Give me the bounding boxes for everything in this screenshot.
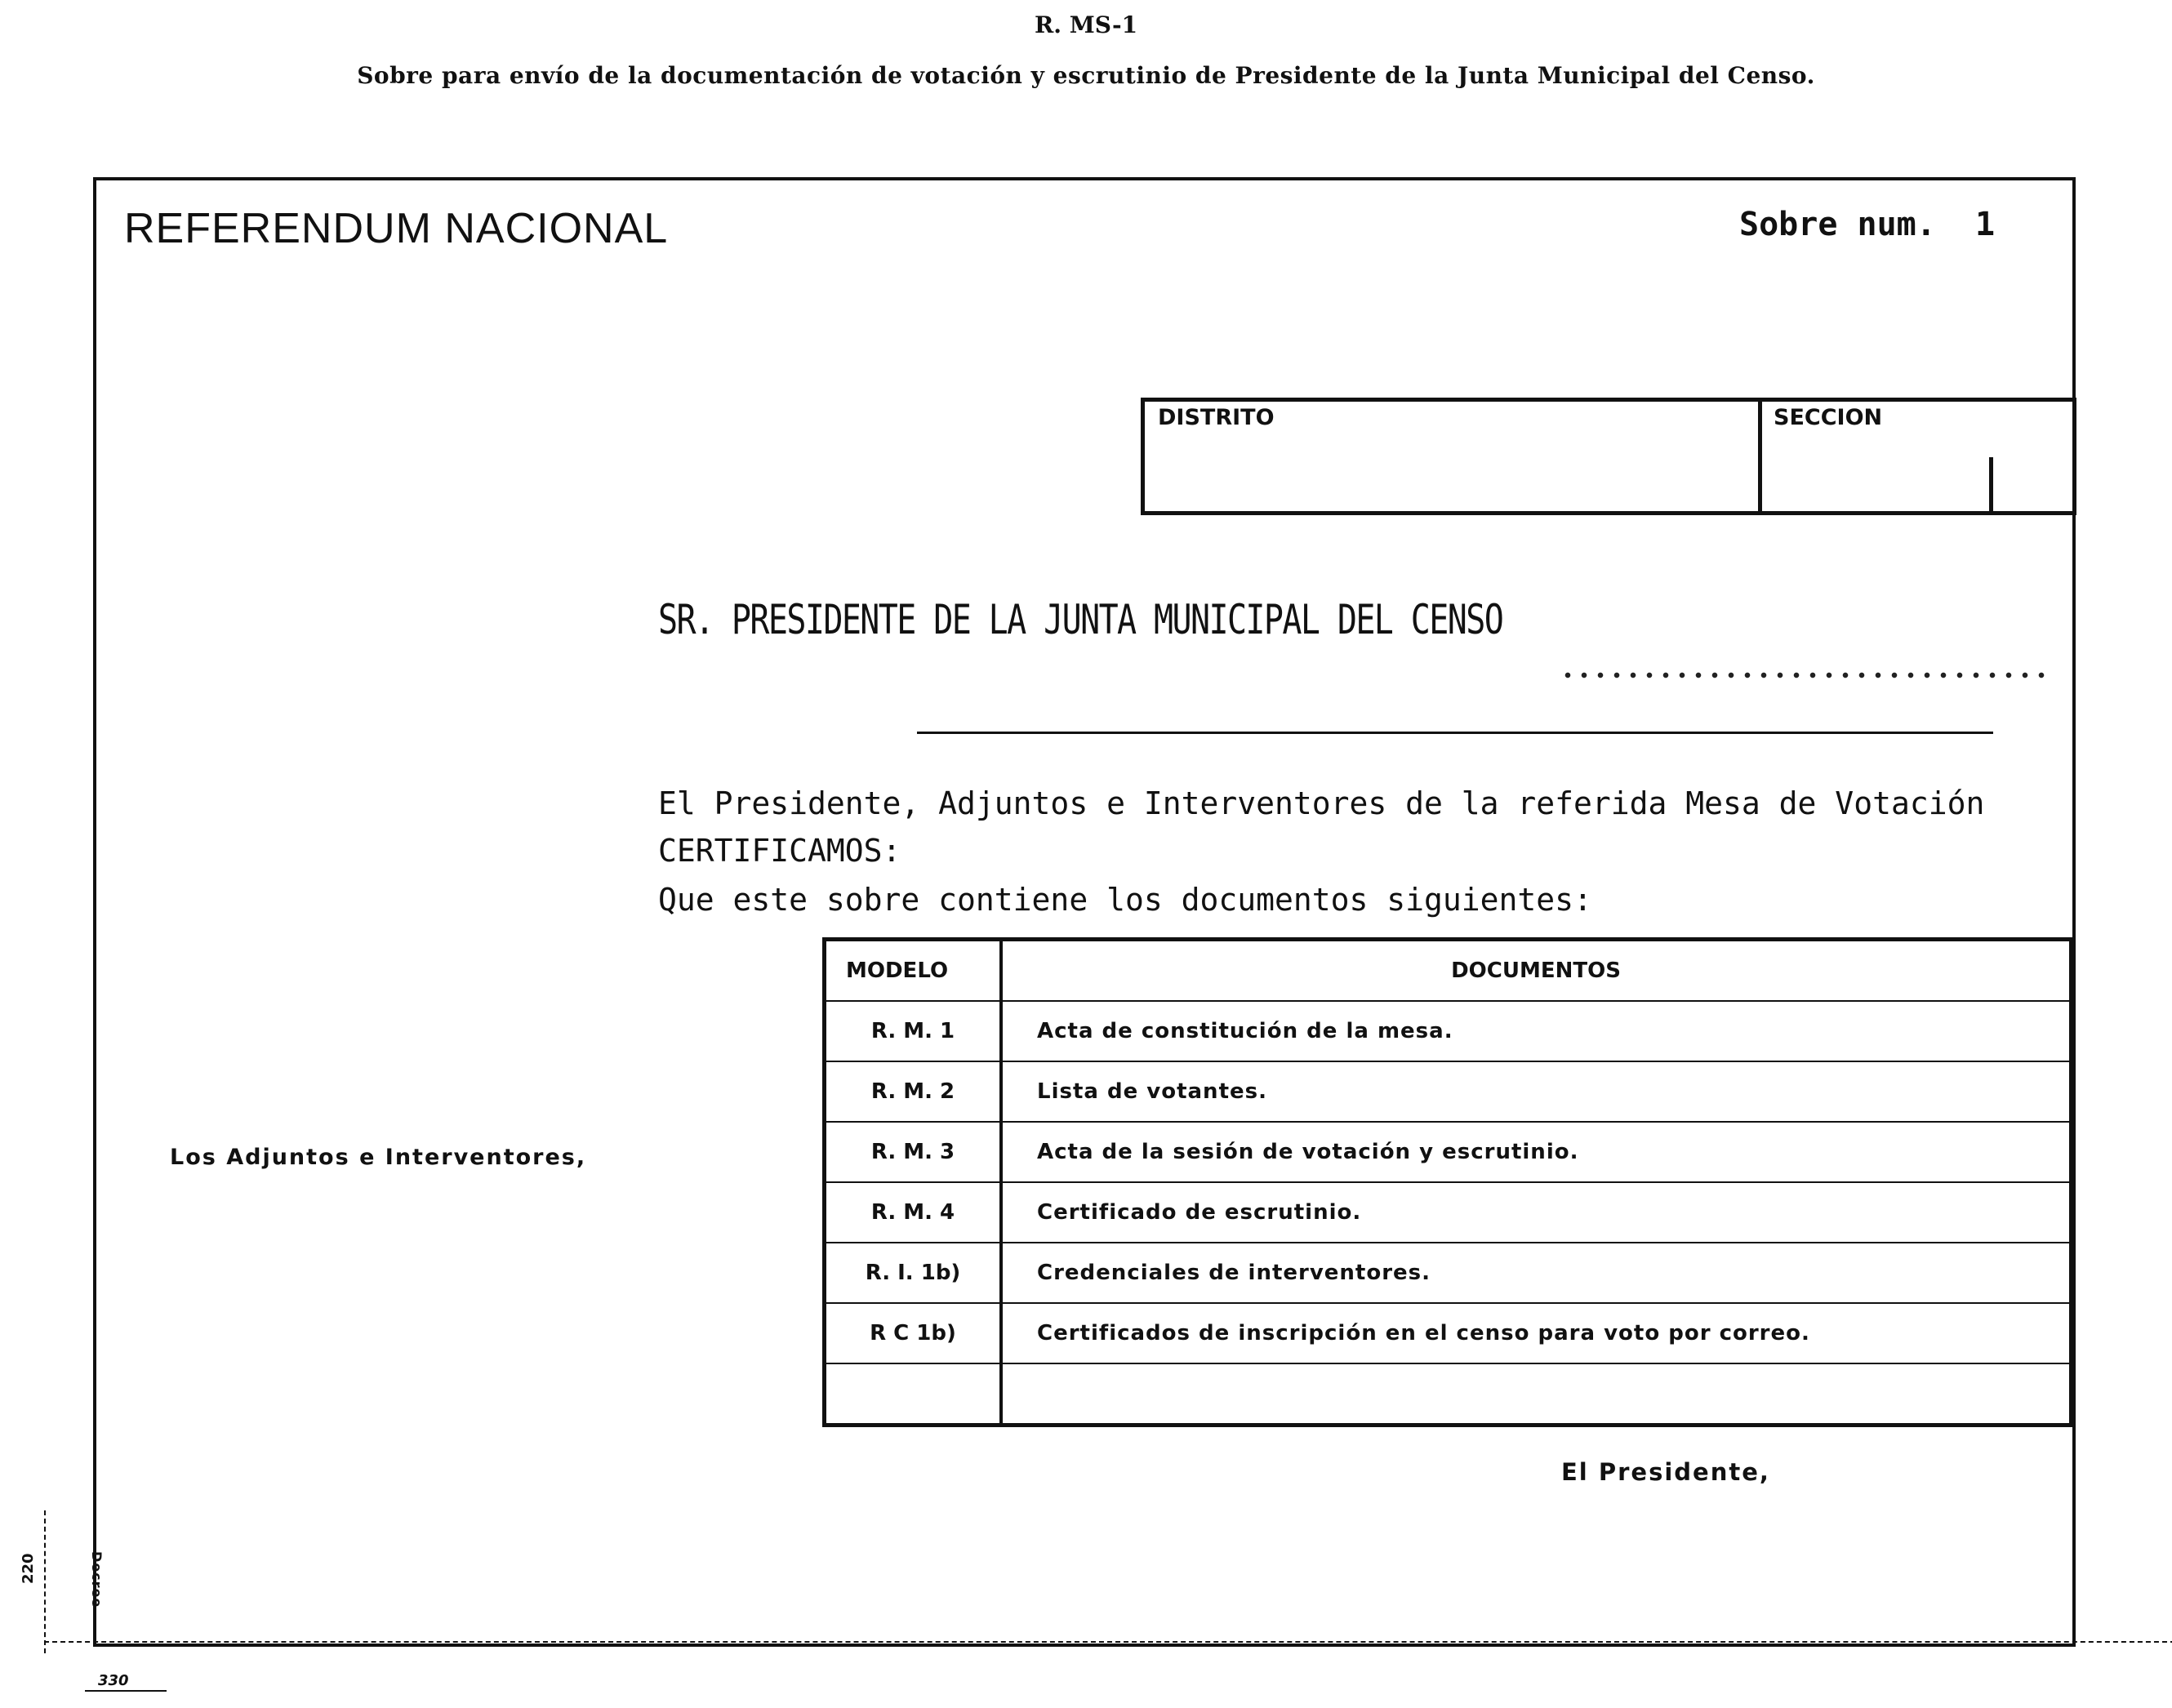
- vertical-dimension-line: [44, 1510, 46, 1653]
- seccion-tick-mark: [1989, 457, 1993, 511]
- table-row: [825, 1243, 2072, 1303]
- documento-cell: Acta de la sesión de votación y escrutinio.: [1001, 1122, 2072, 1182]
- modelo-cell: R. M. 1: [825, 1001, 1002, 1061]
- modelo-cell: R. M. 4: [825, 1182, 1002, 1243]
- presidente-signature-label: El Presidente,: [1561, 1458, 1770, 1486]
- documents-table: [822, 937, 2073, 1427]
- table-header-row: [825, 940, 2072, 1002]
- modelo-cell: [825, 1363, 1002, 1426]
- envelope-title: REFERENDUM NACIONAL: [124, 205, 669, 252]
- table-row: [825, 1182, 2072, 1243]
- modelo-cell: R. M. 3: [825, 1122, 1002, 1182]
- modelo-header: MODELO: [825, 940, 1002, 1002]
- documento-cell: Certificados de inscripción en el censo para voto por correo.: [1001, 1303, 2072, 1363]
- adjuntos-signature-label: Los Adjuntos e Interventores,: [170, 1145, 587, 1170]
- documento-cell: Certificado de escrutinio.: [1001, 1182, 2072, 1243]
- modelo-cell: R. I. 1b): [825, 1243, 1002, 1303]
- side-print-code: Decree: [89, 1551, 105, 1608]
- dotted-address-line: [1560, 669, 2050, 681]
- documento-cell: [1001, 1363, 2072, 1426]
- body-line-1: El Presidente, Adjuntos e Interventores de la referida Mesa de Votación: [658, 785, 1985, 821]
- table-row: [825, 1122, 2072, 1182]
- table-row: [825, 1303, 2072, 1363]
- distrito-label: DISTRITO: [1158, 405, 1275, 430]
- form-code: R. MS-1: [1034, 11, 1138, 38]
- horizontal-dimension-marker: [85, 1690, 167, 1692]
- documento-cell: Acta de constitución de la mesa.: [1001, 1001, 2072, 1061]
- sobre-number: Sobre num. 1: [1739, 206, 1996, 243]
- table-row: [825, 1363, 2072, 1426]
- table-row: [825, 1001, 2072, 1061]
- horizontal-dimension-line: [44, 1641, 2172, 1643]
- address-underline: [917, 732, 1993, 734]
- seccion-label: SECCION: [1774, 405, 1883, 430]
- body-line-2: CERTIFICAMOS:: [658, 833, 901, 869]
- form-description: Sobre para envío de la documentación de votación y escrutinio de Presidente de la Junta Municipal del Censo.: [357, 62, 1815, 89]
- body-line-3: Que este sobre contiene los documentos siguientes:: [658, 882, 1592, 918]
- modelo-cell: R C 1b): [825, 1303, 1002, 1363]
- documento-cell: Lista de votantes.: [1001, 1061, 2072, 1122]
- addressee-line: SR. PRESIDENTE DE LA JUNTA MUNICIPAL DEL CENSO: [658, 596, 1503, 643]
- documento-cell: Credenciales de interventores.: [1001, 1243, 2072, 1303]
- vertical-dimension-label: 220: [20, 1553, 37, 1584]
- modelo-cell: R. M. 2: [825, 1061, 1002, 1122]
- documentos-header: DOCUMENTOS: [1001, 940, 2072, 1002]
- distrito-seccion-box: [1141, 398, 2076, 515]
- distrito-seccion-divider: [1758, 398, 1762, 515]
- horizontal-dimension-label: 330: [98, 1672, 129, 1689]
- table-row: [825, 1061, 2072, 1122]
